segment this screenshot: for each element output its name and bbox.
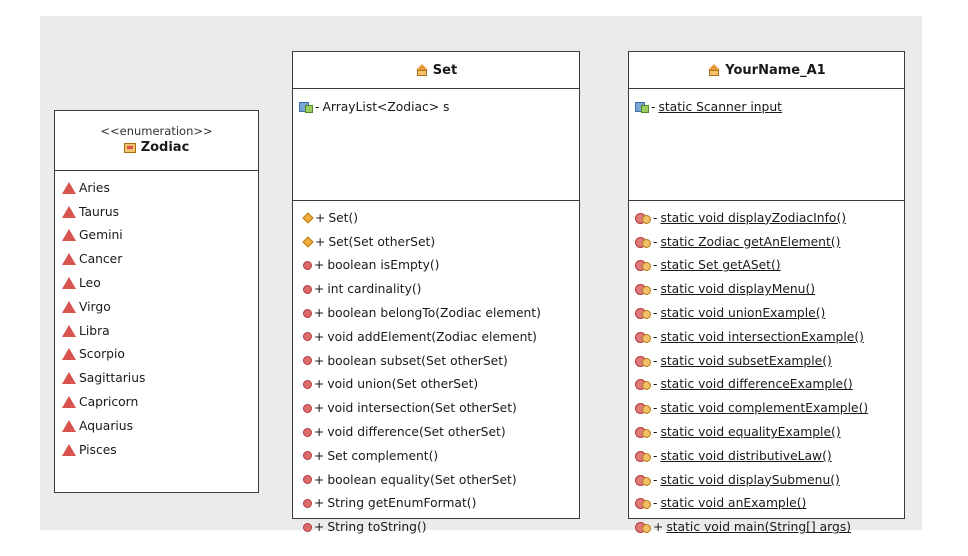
- visibility-marker: -: [653, 401, 658, 416]
- operation-row-text: static void subsetExample(): [660, 353, 832, 368]
- enum-literal-icon: [62, 229, 76, 241]
- operation-row: [303, 373, 579, 397]
- operation-row: [635, 325, 904, 349]
- static-method-icon: [635, 283, 651, 295]
- operation-row-text: boolean subset(Set otherSet): [327, 353, 508, 368]
- operation-row-text: static void anExample(): [660, 496, 807, 511]
- enum-literal-icon: [62, 301, 76, 313]
- operation-row-text: static void differenceExample(): [660, 377, 853, 392]
- set-operations: [293, 200, 579, 539]
- operation-row-text: static void complementExample(): [660, 401, 869, 416]
- enumeration-icon: [124, 142, 138, 154]
- visibility-marker: -: [653, 496, 658, 511]
- operation-row-text: static void displayMenu(): [660, 282, 816, 297]
- set-header: [293, 52, 579, 88]
- attribute-row-text: static Scanner input: [658, 99, 782, 114]
- visibility-marker: -: [653, 234, 658, 249]
- operation-row-text: Set(Set otherSet): [328, 234, 436, 249]
- operation-row-text: boolean belongTo(Zodiac element): [327, 306, 541, 321]
- operation-row: [303, 396, 579, 420]
- yourname-attributes: [629, 88, 904, 200]
- method-icon: [303, 499, 312, 508]
- operation-row: [635, 420, 904, 444]
- static-method-icon: [635, 212, 651, 224]
- visibility-marker: +: [653, 520, 664, 535]
- operation-row: [635, 373, 904, 397]
- visibility-marker: -: [653, 353, 658, 368]
- operation-row: [635, 349, 904, 373]
- method-icon: [303, 428, 312, 437]
- enum-literal: [62, 366, 258, 390]
- visibility-marker: +: [315, 234, 326, 249]
- yourname-operations: [629, 200, 904, 539]
- visibility-marker: -: [315, 99, 320, 114]
- static-method-icon: [635, 307, 651, 319]
- operation-row: [635, 492, 904, 516]
- operation-row-text: Set(): [328, 210, 359, 225]
- enum-literal-label: Aries: [79, 180, 110, 195]
- method-icon: [303, 285, 312, 294]
- visibility-marker: +: [314, 448, 325, 463]
- operation-row: [303, 349, 579, 373]
- operation-row: [303, 301, 579, 325]
- visibility-marker: +: [314, 377, 325, 392]
- method-icon: [303, 332, 312, 341]
- operation-row-text: boolean equality(Set otherSet): [327, 472, 517, 487]
- method-icon: [303, 404, 312, 413]
- enum-literal: [62, 271, 258, 295]
- operation-row-text: String toString(): [327, 520, 427, 535]
- operation-row-text: static Zodiac getAnElement(): [660, 234, 841, 249]
- method-icon: [303, 261, 312, 270]
- enum-literal-icon: [62, 182, 76, 194]
- static-method-icon: [635, 450, 651, 462]
- attribute-row-text: ArrayList<Zodiac> s: [322, 99, 450, 114]
- yourname-class-box[interactable]: [628, 51, 905, 535]
- static-method-icon: [635, 474, 651, 486]
- static-method-icon: [635, 236, 651, 248]
- visibility-marker: +: [315, 210, 326, 225]
- operation-row: [303, 230, 579, 254]
- static-method-icon: [635, 331, 651, 343]
- visibility-marker: -: [653, 425, 658, 440]
- enum-literal: [62, 295, 258, 319]
- enum-literal-icon: [62, 372, 76, 384]
- static-method-icon: [635, 259, 651, 271]
- method-icon: [303, 523, 312, 532]
- enum-literal-icon: [62, 253, 76, 265]
- operation-row-text: void intersection(Set otherSet): [327, 401, 517, 416]
- enum-literal: [62, 414, 258, 438]
- visibility-marker: -: [653, 448, 658, 463]
- enum-literal-label: Virgo: [79, 299, 111, 314]
- visibility-marker: +: [314, 496, 325, 511]
- operation-row-text: void difference(Set otherSet): [327, 425, 506, 440]
- class-icon: [707, 64, 721, 76]
- operation-row-text: String getEnumFormat(): [327, 496, 477, 511]
- operation-row: [635, 206, 904, 230]
- zodiac-literals: [55, 170, 258, 462]
- enum-stereotype: <<enumeration>>: [100, 124, 213, 138]
- class-icon: [415, 64, 429, 76]
- set-title: Set: [432, 62, 458, 78]
- operation-row-text: static void equalityExample(): [660, 425, 841, 440]
- enum-literal-icon: [62, 325, 76, 337]
- method-icon: [303, 380, 312, 389]
- visibility-marker: +: [314, 472, 325, 487]
- enum-literal-label: Capricorn: [79, 395, 139, 410]
- zodiac-title: Zodiac: [140, 140, 190, 155]
- enum-literal-label: Pisces: [79, 442, 117, 457]
- operation-row: [635, 277, 904, 301]
- operation-row: [303, 444, 579, 468]
- operation-row: [303, 492, 579, 516]
- operation-row-text: static void distributiveLaw(): [660, 448, 832, 463]
- operation-row: [303, 420, 579, 444]
- visibility-marker: -: [653, 210, 658, 225]
- enum-literal: [62, 319, 258, 343]
- method-icon: [303, 309, 312, 318]
- zodiac-enum-box[interactable]: [54, 110, 259, 493]
- static-field-icon: [635, 101, 649, 113]
- static-method-icon: [635, 402, 651, 414]
- set-attributes: [293, 88, 579, 200]
- set-class-box[interactable]: [292, 51, 580, 535]
- operation-row: [635, 515, 904, 539]
- operation-row-text: static Set getASet(): [660, 258, 781, 273]
- enum-literal-label: Gemini: [79, 228, 123, 243]
- static-method-icon: [635, 426, 651, 438]
- operation-row: [303, 254, 579, 278]
- enum-literal-label: Sagittarius: [79, 371, 146, 386]
- visibility-marker: +: [314, 353, 325, 368]
- enum-literal: [62, 247, 258, 271]
- method-icon: [303, 356, 312, 365]
- constructor-icon: [302, 236, 313, 247]
- visibility-marker: +: [314, 282, 325, 297]
- operation-row-text: Set complement(): [327, 448, 439, 463]
- method-icon: [303, 475, 312, 484]
- enum-literal-icon: [62, 277, 76, 289]
- enum-literal-icon: [62, 206, 76, 218]
- operation-row: [635, 230, 904, 254]
- static-method-icon: [635, 355, 651, 367]
- enum-literal: [62, 176, 258, 200]
- enum-literal: [62, 200, 258, 224]
- yourname-header: [629, 52, 904, 88]
- visibility-marker: -: [653, 282, 658, 297]
- visibility-marker: +: [314, 258, 325, 273]
- operation-row: [635, 468, 904, 492]
- static-method-icon: [635, 497, 651, 509]
- enum-literal-icon: [62, 348, 76, 360]
- operation-row-text: static void intersectionExample(): [660, 329, 864, 344]
- operation-row: [635, 254, 904, 278]
- enum-literal-icon: [62, 420, 76, 432]
- attribute-row: [635, 95, 904, 119]
- enum-literal-label: Taurus: [79, 204, 120, 219]
- enum-literal: [62, 438, 258, 462]
- attribute-row: [299, 95, 579, 119]
- operation-row-text: void union(Set otherSet): [327, 377, 479, 392]
- operation-row-text: static void main(String[] args): [666, 520, 852, 535]
- enum-literal: [62, 390, 258, 414]
- visibility-marker: -: [651, 99, 656, 114]
- visibility-marker: -: [653, 377, 658, 392]
- method-icon: [303, 451, 312, 460]
- operation-row: [635, 396, 904, 420]
- enum-literal-label: Libra: [79, 323, 110, 338]
- static-method-icon: [635, 378, 651, 390]
- enum-literal: [62, 224, 258, 248]
- enum-literal-icon: [62, 396, 76, 408]
- enum-literal: [62, 343, 258, 367]
- operation-row: [303, 277, 579, 301]
- operation-row-text: static void displaySubmenu(): [660, 472, 840, 487]
- operation-row: [635, 444, 904, 468]
- enum-literal-label: Aquarius: [79, 418, 134, 433]
- enum-literal-label: Cancer: [79, 252, 123, 267]
- operation-row: [303, 206, 579, 230]
- visibility-marker: +: [314, 306, 325, 321]
- visibility-marker: -: [653, 472, 658, 487]
- operation-row: [303, 468, 579, 492]
- yourname-title: YourName_A1: [725, 62, 826, 78]
- visibility-marker: +: [314, 425, 325, 440]
- constructor-icon: [302, 212, 313, 223]
- enum-literal-label: Scorpio: [79, 347, 125, 362]
- operation-row-text: static void displayZodiacInfo(): [660, 210, 847, 225]
- operation-row-text: int cardinality(): [327, 282, 422, 297]
- visibility-marker: -: [653, 258, 658, 273]
- operation-row-text: boolean isEmpty(): [327, 258, 440, 273]
- operation-row-text: static void unionExample(): [660, 306, 826, 321]
- visibility-marker: +: [314, 520, 325, 535]
- operation-row-text: void addElement(Zodiac element): [327, 329, 537, 344]
- enum-literal-label: Leo: [79, 276, 101, 291]
- enum-literal-icon: [62, 444, 76, 456]
- visibility-marker: +: [314, 329, 325, 344]
- field-icon: [299, 101, 313, 113]
- operation-row: [303, 515, 579, 539]
- visibility-marker: -: [653, 306, 658, 321]
- visibility-marker: +: [314, 401, 325, 416]
- static-method-icon: [635, 521, 651, 533]
- zodiac-header: [55, 111, 258, 170]
- visibility-marker: -: [653, 329, 658, 344]
- operation-row: [303, 325, 579, 349]
- operation-row: [635, 301, 904, 325]
